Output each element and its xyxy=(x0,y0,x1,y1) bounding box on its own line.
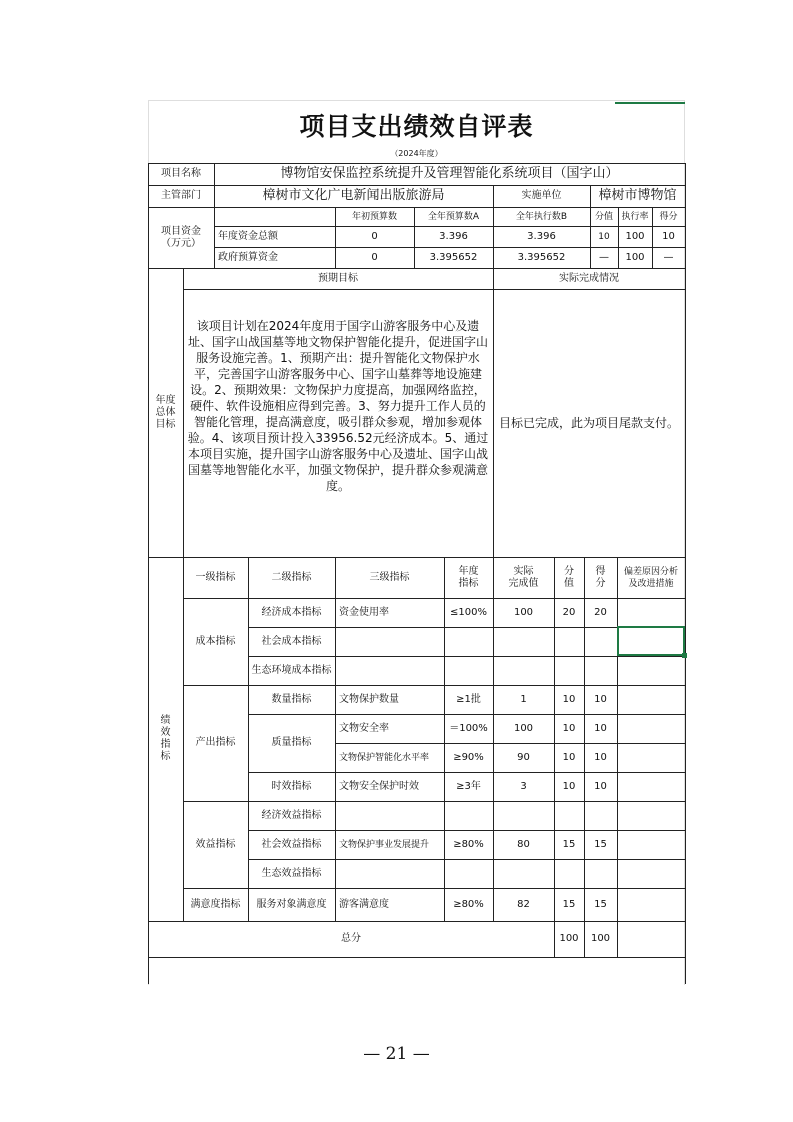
page-number: — 21 — xyxy=(363,1044,430,1064)
l3-cell: 文物安全保护时效 xyxy=(339,780,419,792)
perf-header-reason: 偏差原因分析 及改进措施 xyxy=(623,566,678,589)
target-cell: ＝100% xyxy=(449,722,488,734)
l2-cell: 数量指标 xyxy=(271,693,312,705)
score-cell: 10 xyxy=(594,751,607,763)
score-cell: 15 xyxy=(594,838,607,850)
l2-cell: 质量指标 xyxy=(271,737,312,748)
l3-cell: 文物保护数量 xyxy=(339,693,399,705)
l2-cell: 服务对象满意度 xyxy=(256,898,327,910)
funds-row-exec-rate: 100 xyxy=(625,230,645,242)
perf-header-actual: 实际 完成值 xyxy=(508,565,539,589)
funds-header-score: 得分 xyxy=(659,211,678,222)
selected-cell[interactable] xyxy=(617,626,685,656)
l2-cell: 生态环境成本指标 xyxy=(251,664,332,676)
perf-header-l2: 二级指标 xyxy=(271,571,312,583)
score-value-cell: 15 xyxy=(562,898,576,910)
l2-cell: 经济效益指标 xyxy=(261,809,322,821)
l2-cell: 经济成本指标 xyxy=(261,606,322,618)
score-cell: 10 xyxy=(594,722,607,734)
dept-label: 主管部门 xyxy=(161,190,201,201)
score-cell: 10 xyxy=(594,693,607,705)
funds-row-exec-rate: 100 xyxy=(625,251,645,263)
goal-label: 年度 总体 目标 xyxy=(155,394,176,430)
expected-goal-header: 预期目标 xyxy=(318,272,358,284)
l2-cell: 社会效益指标 xyxy=(261,838,322,850)
actual-cell: 90 xyxy=(517,751,530,763)
impl-value: 樟树市博物馆 xyxy=(598,188,677,203)
score-value-cell: 10 xyxy=(562,780,576,792)
score-value-cell: 10 xyxy=(562,693,576,705)
target-cell: ≥80% xyxy=(453,898,484,910)
perf-header-score-value: 分 值 xyxy=(564,565,574,589)
fill-handle[interactable] xyxy=(682,653,687,658)
l3-cell: 文物保护事业发展提升 xyxy=(339,839,430,850)
funds-row-score-value: — xyxy=(599,251,609,263)
expected-goal-text: 该项目计划在2024年度用于国字山游客服务中心及遗址、国字山战国墓等地文物保护智能化提升，促进国字山服务设施完善。1、预期产出：提升智能化文物保护水平，完善国字山游客服务中心、国字山墓葬等地设施建设。2、预期效果：文物保护力度提高，加强网络监控，硬件、软件设施相应得到完善。3、努力提升工作人员的智能化管理，提高满意度，吸引群众参观，增加参观体验。4、该项目预计投入33956.52元经济成本。5、通过本项目实施，提升国字山游客服务中心及遗址、国字山战国墓等地智能化水平，加强文物保护，提升群众参观满意度。 xyxy=(187,319,489,493)
funds-row-score: — xyxy=(663,251,674,263)
project-name-label: 项目名称 xyxy=(161,168,201,179)
score-cell: 15 xyxy=(594,898,607,910)
report-year: （2024年度） xyxy=(390,148,443,158)
target-cell: ≥3年 xyxy=(456,780,481,792)
l1-cost: 成本指标 xyxy=(195,635,236,647)
actual-cell: 100 xyxy=(513,606,534,618)
funds-header-score-value: 分值 xyxy=(594,211,613,222)
score-value-cell: 20 xyxy=(562,606,576,618)
score-value-cell: 10 xyxy=(562,722,576,734)
actual-text: 目标已完成，此为项目尾款支付。 xyxy=(498,416,679,430)
target-cell: ≥1批 xyxy=(456,693,481,705)
l2-cell: 生态效益指标 xyxy=(261,867,322,879)
target-cell: ≥90% xyxy=(453,751,484,763)
actual-cell: 1 xyxy=(520,693,527,705)
funds-row-label: 年度资金总额 xyxy=(218,230,278,242)
funds-row-score: 10 xyxy=(662,230,675,242)
perf-header-l3: 三级指标 xyxy=(369,571,410,583)
l1-benefit: 效益指标 xyxy=(195,838,236,850)
funds-header-exec: 全年执行数B xyxy=(515,211,568,222)
actual-cell: 3 xyxy=(520,780,527,792)
funds-row-initial: 0 xyxy=(371,251,378,263)
funds-row-exec: 3.396 xyxy=(527,230,556,242)
target-cell: ≤100% xyxy=(450,606,487,618)
funds-row-score-value: 10 xyxy=(598,231,610,242)
perf-header-l1: 一级指标 xyxy=(195,571,236,583)
l2-cell: 社会成本指标 xyxy=(261,635,322,647)
l1-output: 产出指标 xyxy=(195,737,236,748)
l3-cell: 文物保护智能化水平率 xyxy=(339,752,430,763)
l1-satisfaction: 满意度指标 xyxy=(190,898,241,910)
score-value-cell: 10 xyxy=(562,751,576,763)
funds-row-full: 3.396 xyxy=(439,230,468,242)
funds-row-full: 3.395652 xyxy=(429,251,478,263)
actual-cell: 80 xyxy=(517,838,530,850)
perf-header-target: 年度 指标 xyxy=(458,565,479,589)
funds-header-exec-rate: 执行率 xyxy=(621,211,649,222)
funds-row-exec: 3.395652 xyxy=(517,251,566,263)
funds-row-initial: 0 xyxy=(371,230,378,242)
page-title: 项目支出绩效自评表 xyxy=(299,112,534,141)
dept-value: 樟树市文化广电新闻出版旅游局 xyxy=(262,188,445,203)
total-score-value: 100 xyxy=(559,933,579,944)
l3-cell: 文物安全率 xyxy=(339,722,389,734)
total-score: 100 xyxy=(590,933,611,944)
funds-header-full: 全年预算数A xyxy=(427,211,480,222)
cell-cursor-top xyxy=(615,102,685,104)
l3-cell: 资金使用率 xyxy=(339,606,389,618)
score-value-cell: 15 xyxy=(562,838,576,850)
actual-cell: 100 xyxy=(513,722,534,734)
perf-header-score: 得 分 xyxy=(595,565,606,589)
funds-label: 项目资金 （万元） xyxy=(161,225,201,249)
target-cell: ≥80% xyxy=(453,838,484,850)
score-cell: 10 xyxy=(594,780,607,792)
actual-header: 实际完成情况 xyxy=(559,272,619,284)
l2-cell: 时效指标 xyxy=(271,780,312,792)
perf-label: 绩 效 指 标 xyxy=(160,715,171,762)
funds-row-label: 政府预算资金 xyxy=(218,251,278,263)
funds-header-initial: 年初预算数 xyxy=(351,211,397,222)
actual-cell: 82 xyxy=(517,898,530,910)
total-label: 总分 xyxy=(341,933,361,944)
l3-cell: 游客满意度 xyxy=(339,898,389,910)
impl-label: 实施单位 xyxy=(521,190,562,201)
project-name: 博物馆安保监控系统提升及管理智能化系统项目（国字山） xyxy=(280,166,619,181)
score-cell: 20 xyxy=(594,606,607,618)
